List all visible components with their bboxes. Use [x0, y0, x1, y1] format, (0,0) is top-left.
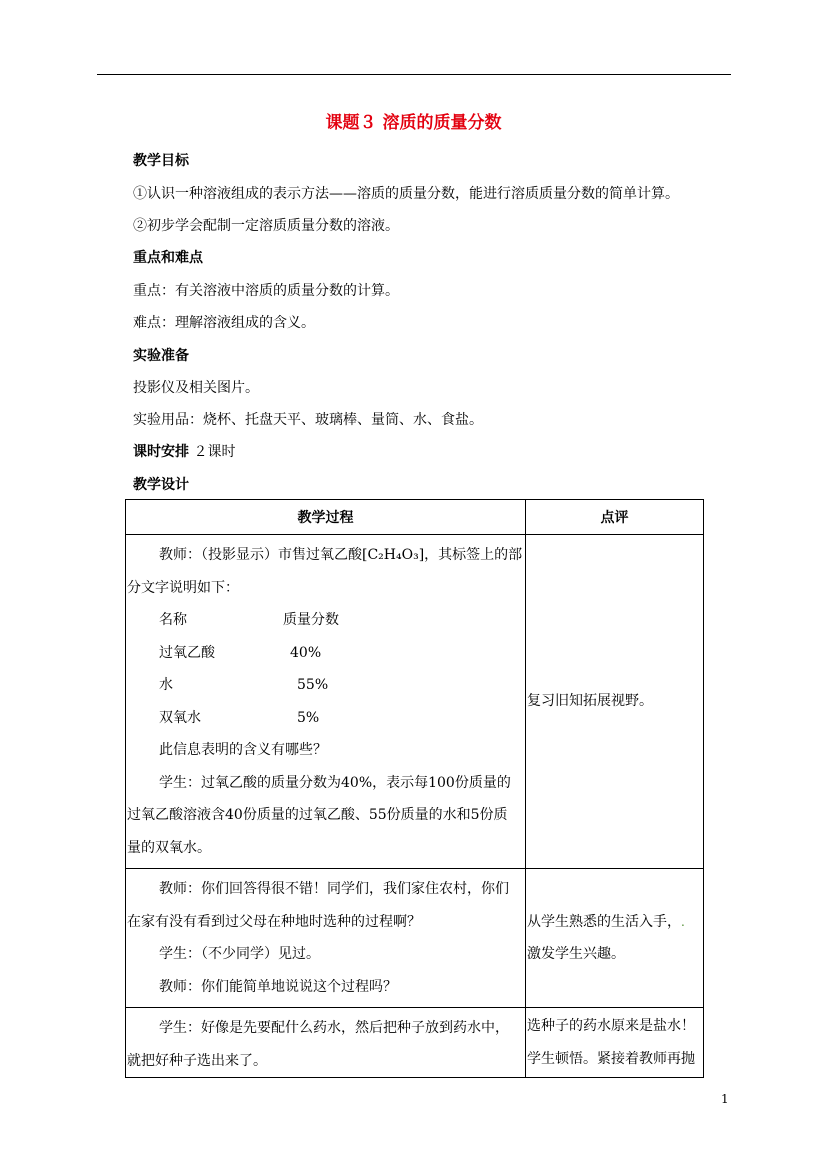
comment-mark: .: [681, 914, 685, 929]
comment-text: 复习旧知拓展视野。: [527, 693, 653, 710]
process-line: 学生：（不少同学）见过。: [159, 946, 320, 962]
process-line: 教师：（投影显示）市售过氧乙酸[C₂H₄O₃]，其标签上的部: [159, 547, 523, 563]
objective-1: ①认识一种溶液组成的表示方法——溶质的质量分数，能进行溶质质量分数的简单计算。: [133, 186, 679, 202]
label-col-name: 名称: [159, 612, 187, 628]
prep-item-2: 实验用品：烧杯、托盘天平、玻璃棒、量筒、水、食盐。: [133, 412, 483, 428]
label-row: [126, 637, 525, 670]
teaching-design-table: [125, 499, 704, 1078]
schedule-line: [133, 441, 235, 461]
label-value: 5%: [297, 709, 320, 726]
label-name: 过氧乙酸: [159, 644, 215, 661]
label-col-fraction: 质量分数: [283, 612, 339, 628]
process-line: 量的双氧水。: [127, 839, 211, 856]
process-cell: [126, 869, 526, 1008]
comment-cell: [526, 1008, 704, 1078]
table-row: [126, 869, 704, 1008]
process-line: 此信息表明的含义有哪些？: [159, 742, 327, 758]
comment-cell: [526, 869, 704, 1008]
process-cell: [126, 1008, 526, 1078]
label-name: 双氧水: [159, 709, 201, 726]
objective-2: ②初步学会配制一定溶质质量分数的溶液。: [133, 218, 399, 234]
process-line: 教师：你们能简单地说说这个过程吗？: [159, 978, 397, 995]
objectives-heading: 教学目标: [133, 153, 189, 169]
comment-line: [526, 906, 703, 939]
schedule-value: ２课时: [193, 444, 236, 460]
comment-text: 选种子的药水原来是盐水！: [527, 1018, 695, 1034]
page-number: 1: [721, 1092, 729, 1106]
process-line: 过氧乙酸溶液含40份质量的过氧乙酸、55份质量的水和5份质: [127, 807, 508, 823]
table-row: [126, 535, 704, 869]
header-rule: [97, 74, 731, 75]
table-row: [126, 1008, 704, 1078]
process-line: 在家有没有看到过父母在种地时选种的过程啊？: [127, 913, 421, 930]
key-heading: 重点和难点: [133, 250, 203, 266]
comment-text: 激发学生兴趣。: [527, 946, 625, 962]
process-cell: [126, 535, 526, 869]
header-comment: 点评: [526, 500, 704, 535]
comment-cell: [526, 535, 704, 869]
label-name: 水: [159, 677, 173, 693]
key-point: 重点：有关溶液中溶质的质量分数的计算。: [133, 283, 399, 299]
label-header: [126, 604, 525, 637]
document-title: 课题３ 溶质的质量分数: [325, 113, 502, 133]
label-row: [126, 669, 525, 702]
difficult-point: 难点：理解溶液组成的含义。: [133, 315, 315, 331]
process-line: 学生：好像是先要配什么药水，然后把种子放到药水中，: [159, 1020, 509, 1036]
schedule-heading: 课时安排: [133, 444, 189, 460]
prep-item-1: 投影仪及相关图片。: [133, 380, 259, 396]
label-value: 40%: [290, 644, 322, 661]
process-line: 分文字说明如下：: [127, 579, 239, 596]
label-value: 55%: [297, 677, 329, 693]
table-header-row: [126, 500, 704, 535]
comment-text: 从学生熟悉的生活入手，: [527, 913, 681, 930]
process-line: 就把好种子选出来了。: [127, 1052, 267, 1069]
header-process: 教学过程: [126, 500, 526, 535]
comment-text: 学生顿悟。紧接着教师再抛: [527, 1050, 695, 1067]
prep-heading: 实验准备: [133, 348, 189, 364]
label-row: [126, 702, 525, 735]
design-heading: 教学设计: [133, 477, 189, 493]
process-line: 教师：你们回答得很不错！同学们，我们家住农村，你们: [159, 881, 509, 897]
process-line: 学生：过氧乙酸的质量分数为40%，表示每100份质量的: [159, 774, 511, 791]
